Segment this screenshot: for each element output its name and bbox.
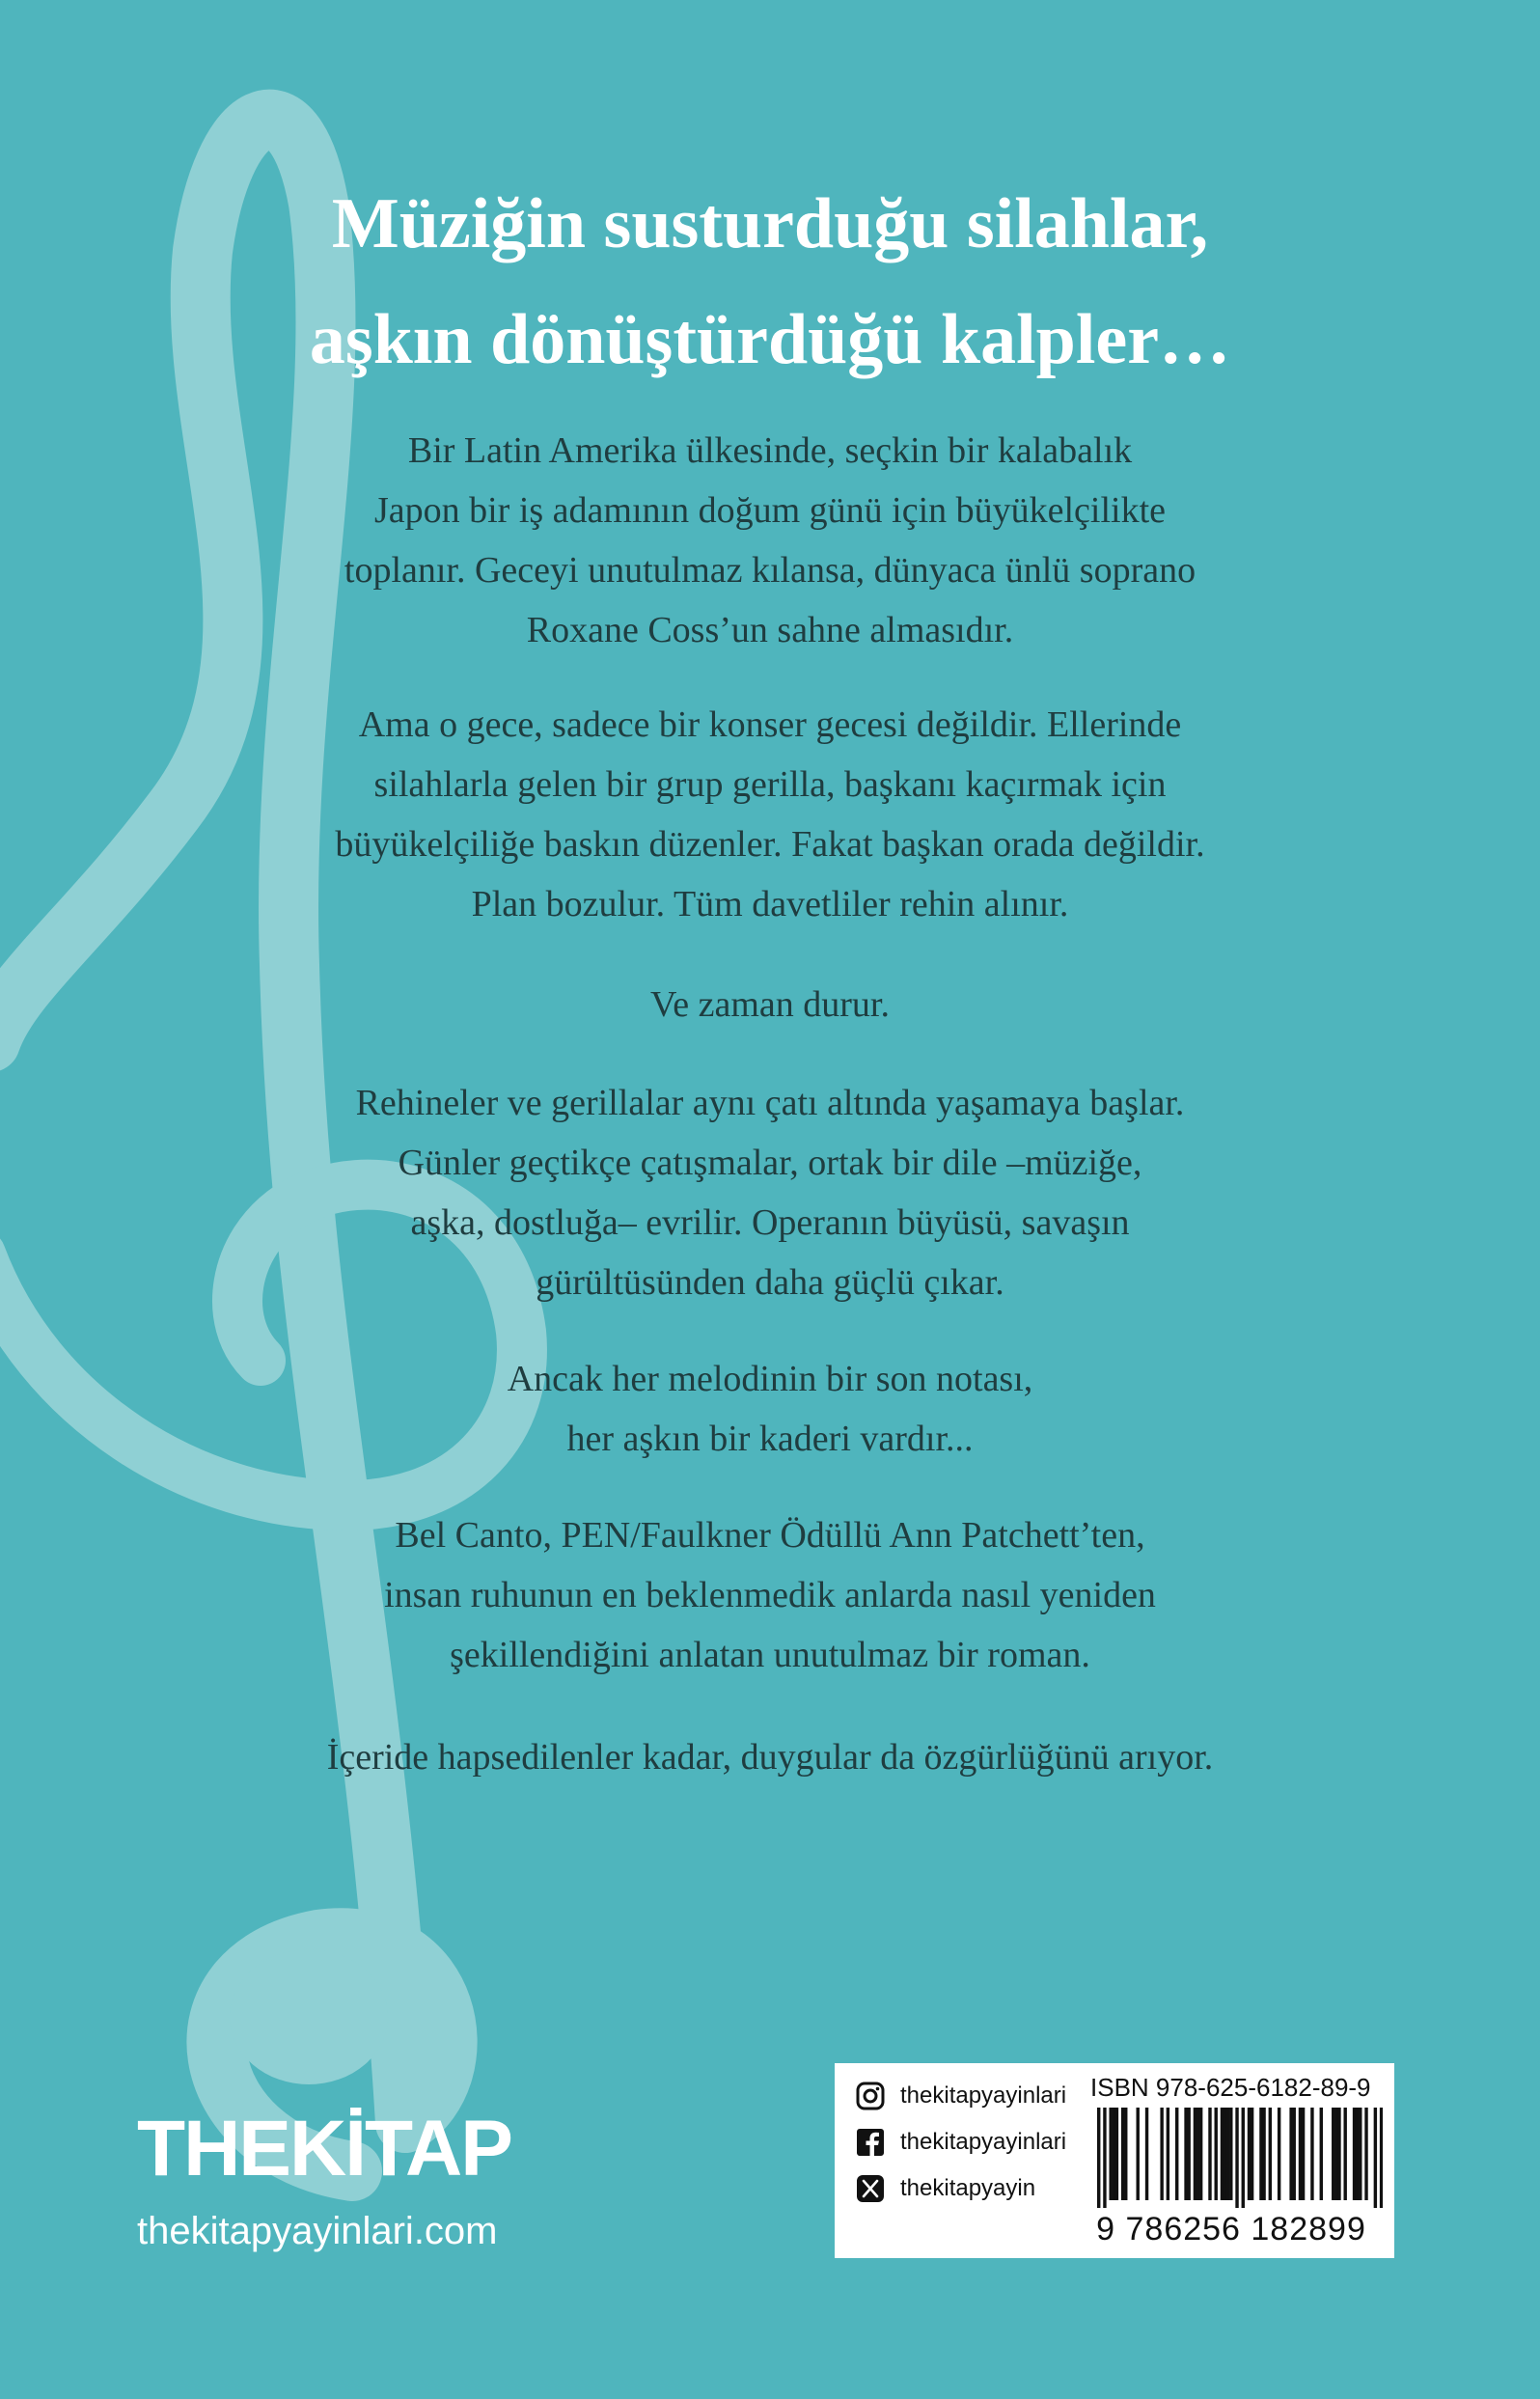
paragraph-line: gürültüsünden daha güçlü çıkar. <box>536 1262 1004 1303</box>
barcode-bar <box>1224 2108 1226 2200</box>
headline-line-2: aşkın dönüştürdüğü kalpler… <box>309 300 1231 379</box>
barcode-bar <box>1184 2108 1187 2200</box>
barcode-bar <box>1248 2108 1251 2200</box>
barcode-bar <box>1293 2108 1296 2200</box>
barcode-bar <box>1310 2108 1313 2200</box>
paragraph-line: her aşkın bir kaderi vardır... <box>566 1419 974 1459</box>
barcode-bar <box>1194 2108 1196 2200</box>
barcode-bar <box>1226 2108 1229 2200</box>
isbn-label: ISBN 978-625-6182-89-9 <box>1090 2073 1371 2102</box>
barcode-bar <box>1215 2108 1218 2200</box>
barcode-bar <box>1229 2108 1232 2200</box>
barcode-bar <box>1121 2108 1124 2200</box>
social-handle: thekitapyayin <box>900 2175 1036 2201</box>
barcode-bar <box>1302 2108 1305 2200</box>
barcode-bar <box>1208 2108 1211 2200</box>
headline-line-1: Müziğin susturduğu silahlar, <box>331 184 1209 263</box>
paragraph-time <box>0 975 1540 1034</box>
social-x[interactable] <box>856 2169 1035 2208</box>
barcode-bar <box>1251 2108 1253 2200</box>
barcode-bar <box>1332 2108 1334 2200</box>
barcode-bar <box>1356 2108 1359 2200</box>
paragraph-hostages <box>0 1073 1540 1312</box>
paragraph-line: Bir Latin Amerika ülkesinde, seçkin bir kalabalık <box>407 430 1133 471</box>
barcode-bar <box>1299 2108 1302 2200</box>
instagram-icon <box>856 2082 885 2110</box>
barcode-bar <box>1221 2108 1224 2200</box>
paragraph-closing <box>0 1727 1540 1787</box>
paragraph-line: Günler geçtikçe çatışmalar, ortak bir dile –müziğe, <box>398 1143 1142 1183</box>
social-facebook[interactable] <box>856 2123 1066 2162</box>
barcode-bar <box>1259 2108 1262 2200</box>
social-handle: thekitapyayinlari <box>900 2129 1067 2155</box>
barcode-bar <box>1109 2108 1112 2200</box>
paragraph-author <box>0 1505 1540 1685</box>
paragraph-line: Ancak her melodinin bir son notası, <box>507 1359 1033 1399</box>
isbn-digits: 9 786256 182899 <box>1096 2211 1366 2247</box>
paragraph-melody <box>0 1349 1540 1469</box>
barcode-bar <box>1115 2108 1118 2200</box>
barcode-bar <box>1137 2108 1140 2200</box>
barcode-bar <box>1167 2108 1169 2200</box>
social-instagram[interactable] <box>856 2077 1066 2115</box>
isbn-social-box <box>835 2063 1394 2258</box>
paragraph-line: büyükelçiliğe baskın düzenler. Fakat başkan orada değildir. <box>335 824 1205 865</box>
publisher-logo: THEKİTAP <box>137 2105 511 2192</box>
facebook-icon <box>856 2128 885 2157</box>
barcode-bar <box>1235 2108 1238 2208</box>
paragraph-line: Ve zaman durur. <box>650 984 890 1025</box>
barcode-bar <box>1103 2108 1106 2208</box>
paragraph-intro <box>0 421 1540 660</box>
paragraph-line: Rehineler ve gerillalar aynı çatı altında yaşamaya başlar. <box>355 1083 1185 1123</box>
barcode-bar <box>1343 2108 1346 2200</box>
barcode-bar <box>1175 2108 1178 2200</box>
social-handle: thekitapyayinlari <box>900 2082 1067 2109</box>
barcode-bar <box>1242 2108 1245 2208</box>
barcode-bar <box>1145 2108 1148 2200</box>
paragraph-line: toplanır. Geceyi unutulmaz kılansa, dünyaca ünlü soprano <box>344 550 1196 591</box>
barcode-bar <box>1097 2108 1100 2208</box>
publisher-website[interactable]: thekitapyayinlari.com <box>137 2210 498 2252</box>
barcode <box>1097 2108 1383 2208</box>
paragraph-line: insan ruhunun en beklenmedik anlarda nasıl yeniden <box>384 1575 1156 1615</box>
barcode-bar <box>1320 2108 1323 2200</box>
barcode-bar <box>1124 2108 1127 2200</box>
barcode-bar <box>1113 2108 1115 2200</box>
barcode-bar <box>1187 2108 1190 2200</box>
paragraph-line: Ama o gece, sadece bir konser gecesi değildir. Ellerinde <box>358 704 1182 745</box>
barcode-bar <box>1196 2108 1199 2200</box>
paragraph-line: İçeride hapsedilenler kadar, duygular da özgürlüğünü arıyor. <box>326 1737 1214 1778</box>
barcode-bar <box>1262 2108 1265 2200</box>
barcode-bar <box>1278 2108 1280 2200</box>
paragraph-line: Bel Canto, PEN/Faulkner Ödüllü Ann Patchett’ten, <box>395 1515 1145 1556</box>
paragraph-line: şekillendiğini anlatan unutulmaz bir roman. <box>450 1635 1090 1675</box>
paragraph-attack <box>0 695 1540 934</box>
paragraph-line: Japon bir iş adamının doğum günü için büyükelçilikte <box>373 490 1167 531</box>
x-icon <box>856 2174 885 2203</box>
barcode-bar <box>1269 2108 1272 2200</box>
barcode-bar <box>1334 2108 1337 2200</box>
paragraph-line: aşka, dostluğa– evrilir. Operanın büyüsü, savaşın <box>410 1202 1130 1243</box>
barcode-bar <box>1359 2108 1361 2200</box>
paragraph-line: silahlarla gelen bir grup gerilla, başkanı kaçırmak için <box>373 764 1167 805</box>
barcode-bar <box>1199 2108 1202 2200</box>
barcode-bar <box>1380 2108 1383 2208</box>
barcode-bar <box>1374 2108 1377 2208</box>
barcode-bar <box>1337 2108 1340 2200</box>
paragraph-line: Plan bozulur. Tüm davetliler rehin alınır. <box>471 884 1069 924</box>
barcode-bar <box>1364 2108 1367 2200</box>
barcode-bar <box>1353 2108 1356 2200</box>
barcode-bar <box>1289 2108 1292 2200</box>
paragraph-line: Roxane Coss’un sahne almasıdır. <box>526 610 1014 650</box>
barcode-bar <box>1160 2108 1163 2200</box>
